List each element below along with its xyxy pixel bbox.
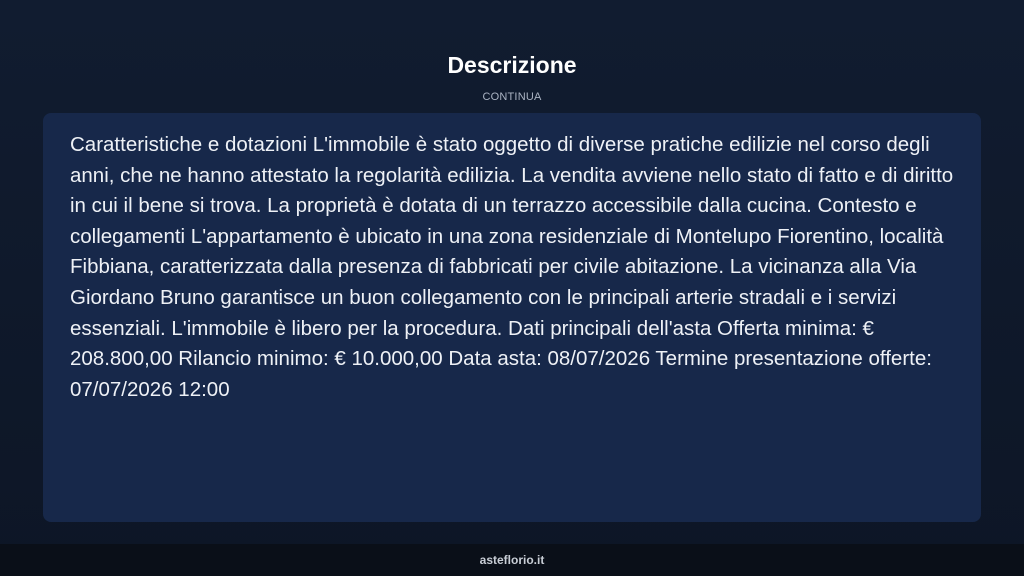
footer-bar xyxy=(0,544,1024,576)
description-text: Caratteristiche e dotazioni L'immobile è stato oggetto di diverse pratiche edilizie nel corso degli anni, che ne hanno attestato la regolarità edilizia. La vendita avviene nello stato di fatto e di diritto in cui il bene si trova. La proprietà è dotata di un terrazzo accessibile dalla cucina. Contesto e collegamenti L'appartamento è ubicato in una zona residenziale di Montelupo Fiorentino, località Fibbiana, caratterizzata dalla presenza di fabbricati per civile abitazione. La vicinanza alla Via Giordano Bruno garantisce un buon collegamento con le principali arterie stradali e i servizi essenziali. L'immobile è libero per la procedura. Dati principali dell'asta Offerta minima: € 208.800,00 Rilancio minimo: € 10.000,00 Data asta: 08/07/2026 Termine presentazione offerte: 07/07/2026 12:00 xyxy=(70,133,954,401)
continue-link[interactable]: CONTINUA xyxy=(482,91,542,103)
page-title: Descrizione xyxy=(447,52,577,78)
description-card xyxy=(43,113,981,522)
footer-brand: asteflorio.it xyxy=(479,553,545,567)
